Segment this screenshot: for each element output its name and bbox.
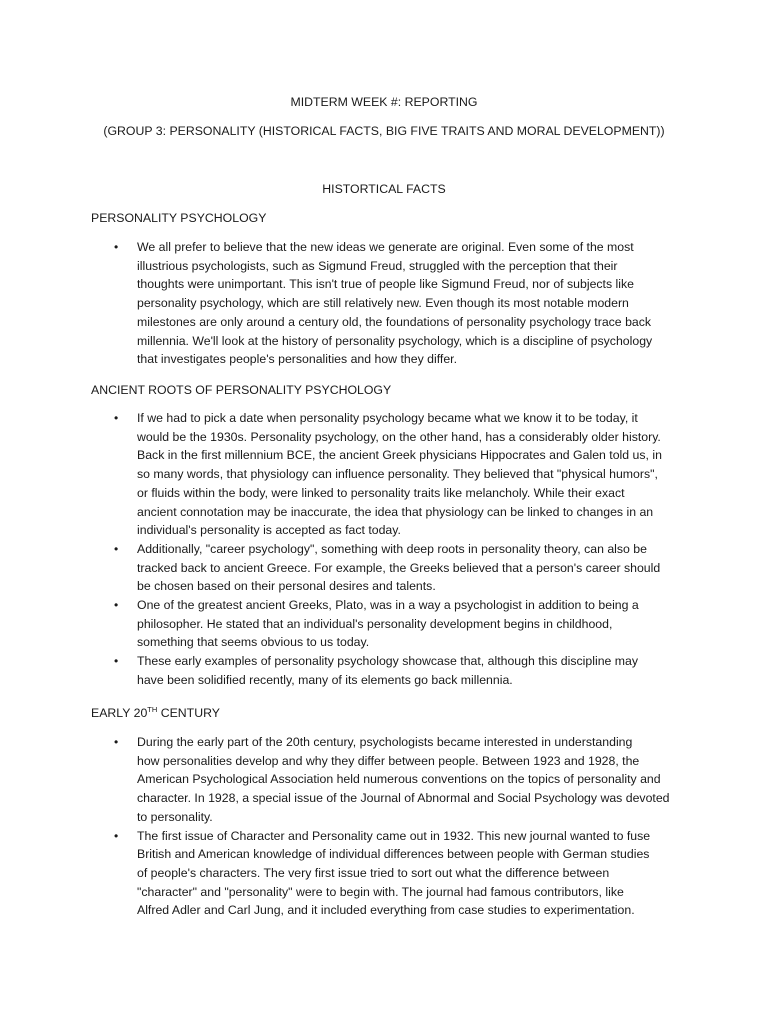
heading-early-20th-suffix: CENTURY [157, 706, 220, 720]
bullet-text-line: American Psychological Association held numerous conventions on the topics of personality and [137, 772, 661, 787]
bullet-item [91, 238, 691, 369]
bullet-icon: • [114, 541, 119, 556]
bullet-text-line: milestones are only around a century old, the foundations of personality psychology trace back [137, 314, 652, 329]
bullet-text-line: how personalities develop and why they differ between people. Between 1923 and 1928, the [137, 753, 640, 768]
bullet-text-line: be chosen based on their personal desires and talents. [137, 579, 436, 594]
bullet-text-line: or fluids within the body, were linked to personality traits like melancholy. While their exact [137, 485, 625, 500]
bullet-text-line: One of the greatest ancient Greeks, Plato, was in a way a psychologist in addition to being a [137, 598, 639, 612]
bullet-text-line: individual's personality is accepted as fact today. [137, 523, 401, 538]
bullet-text-line: have been solidified recently, many of its elements go back millennia. [137, 672, 513, 687]
bullet-text-line: of people's characters. The very first issue tried to sort out what the difference between [137, 865, 610, 880]
bullet-text-line: thoughts were unimportant. This isn't true of people like Sigmund Freud, nor of subjects like [137, 277, 634, 292]
bullet-text-line: If we had to pick a date when personality psychology became what we know it to be today, it [137, 411, 638, 425]
bullet-text-line: tracked back to ancient Greece. For example, the Greeks believed that a person's career should [137, 560, 661, 575]
bullet-item [91, 540, 691, 596]
bullet-text-line: During the early part of the 20th century, psychologists became interested in understanding [137, 735, 633, 749]
bullet-text-line: something that seems obvious to us today. [137, 635, 370, 650]
bullet-item [91, 733, 691, 827]
bullet-text-line: These early examples of personality psychology showcase that, although this discipline may [137, 654, 639, 669]
bullet-item [91, 409, 691, 540]
heading-early-20th-prefix: EARLY 20 [91, 706, 148, 720]
bullet-icon: • [114, 828, 119, 843]
bullet-text-line: "character" and "personality" were to begin with. The journal had famous contributors, like [137, 884, 624, 899]
bullet-text-line: British and American knowledge of individual differences between people with German studies [137, 847, 650, 862]
bullet-text-line: Alfred Adler and Carl Jung, and it included everything from case studies to experimentation. [137, 903, 635, 918]
bullet-item [91, 652, 691, 689]
bullet-text-line: character. In 1928, a special issue of the Journal of Abnormal and Social Psychology was devoted [137, 791, 670, 806]
bullet-item [91, 827, 691, 921]
document-title: MIDTERM WEEK #: REPORTING [290, 95, 478, 109]
document-subtitle: (GROUP 3: PERSONALITY (HISTORICAL FACTS, BIG FIVE TRAITS AND MORAL DEVELOPMENT)) [103, 124, 665, 138]
section-title: HISTORTICAL FACTS [322, 182, 446, 196]
heading-ancient-roots: ANCIENT ROOTS OF PERSONALITY PSYCHOLOGY [91, 383, 392, 397]
bullet-icon: • [114, 654, 119, 669]
bullet-text-line: that investigates people's personalities and how they differ. [137, 352, 457, 367]
bullet-text-line: would be the 1930s. Personality psychology, on the other hand, has a considerably older history. [137, 429, 661, 444]
bullet-icon: • [114, 411, 119, 425]
bullet-text-line: illustrious psychologists, such as Sigmund Freud, struggled with the perception that their [137, 258, 618, 273]
bullet-text-line: Back in the first millennium BCE, the ancient Greek physicians Hippocrates and Galen told us, in [137, 448, 662, 463]
bullet-icon: • [114, 598, 119, 612]
bullet-text-line: Additionally, "career psychology", something with deep roots in personality theory, can also be [137, 541, 647, 556]
bullet-item [91, 596, 691, 652]
bullet-text-line: We all prefer to believe that the new ideas we generate are original. Even some of the most [137, 240, 634, 254]
bullet-icon: • [114, 735, 119, 749]
bullet-icon: • [114, 240, 119, 254]
bullet-text-line: so many words, that physiology can influence personality. They believed that "physical humors", [137, 467, 658, 482]
bullet-text-line: philosopher. He stated that an individual's personality development begins in childhood, [137, 616, 613, 631]
heading-early-20th-superscript: TH [147, 705, 158, 714]
bullet-text-line: The first issue of Character and Personality came out in 1932. This new journal wanted to fuse [137, 828, 651, 843]
bullet-text-line: millennia. We'll look at the history of personality psychology, which is a discipline of psychology [137, 333, 653, 348]
heading-personality-psychology: PERSONALITY PSYCHOLOGY [91, 211, 267, 225]
bullet-text-line: ancient connotation may be inaccurate, the idea that physiology can be linked to changes in an [137, 504, 654, 519]
bullet-text-line: to personality. [137, 809, 213, 824]
bullet-text-line: personality psychology, which are still relatively new. Even though its most notable modern [137, 296, 629, 311]
heading-early-20th-century [91, 705, 220, 721]
